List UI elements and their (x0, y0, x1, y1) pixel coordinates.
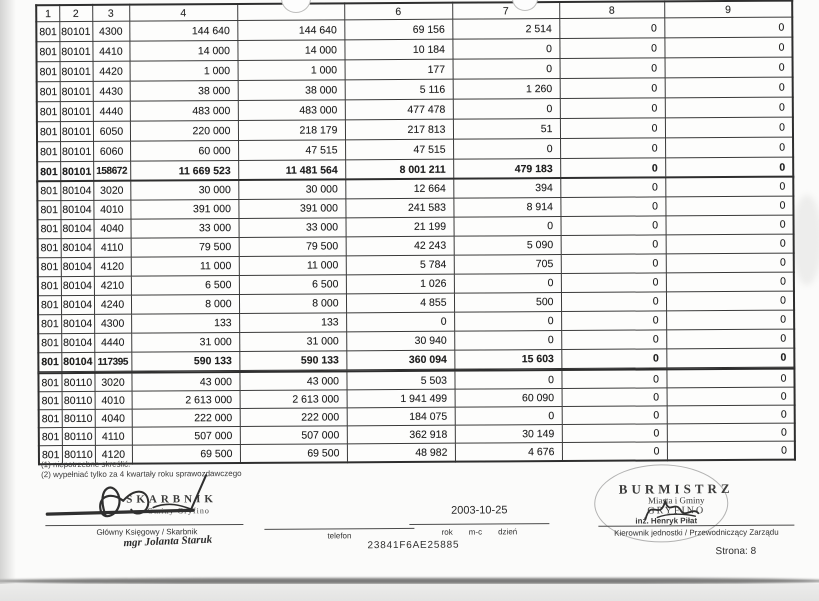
cell: 48 982 (347, 443, 455, 462)
cell: 801 (37, 201, 60, 220)
cell: 0 (561, 273, 666, 293)
cell: 80110 (62, 427, 95, 445)
cell: 0 (666, 369, 794, 388)
cell: 31 000 (131, 332, 239, 352)
cell: 2 613 000 (132, 390, 240, 409)
cell: 0 (455, 407, 562, 426)
cell: 0 (453, 59, 560, 80)
cell: 0 (666, 291, 794, 311)
cell: 4 855 (346, 293, 454, 313)
cell: 0 (560, 98, 665, 119)
cell: 80101 (60, 161, 93, 182)
cell: 0 (561, 292, 666, 312)
telephone-label: telefon (327, 531, 352, 541)
cell: 4120 (94, 257, 131, 276)
cell: 4040 (94, 219, 131, 238)
cell: 590 133 (239, 351, 346, 371)
cell: 6060 (93, 141, 130, 161)
cell: 801 (38, 258, 61, 277)
cell: 80104 (61, 352, 94, 372)
cell: 801 (37, 181, 60, 201)
cell: 80110 (61, 373, 94, 392)
cell: 30 000 (130, 180, 238, 200)
cell: 14 000 (129, 40, 237, 61)
cell: 33 000 (131, 218, 239, 238)
budget-table-block-80101 (35, 0, 794, 183)
treasurer-stamp-title: SKARBNIK (126, 493, 217, 506)
cell: 0 (665, 57, 793, 78)
cell: 4 676 (455, 443, 562, 462)
budget-table-block-80110 (37, 368, 796, 466)
cell: 0 (667, 423, 795, 442)
col-header-9: 9 (664, 1, 792, 18)
col-header-7: 7 (452, 2, 559, 19)
cell: 391 000 (238, 199, 345, 219)
cell: 0 (666, 329, 794, 349)
cell: 0 (560, 158, 665, 179)
budget-table-block-80104 (36, 176, 795, 374)
cell: 1 000 (130, 60, 238, 81)
date-line (409, 523, 549, 525)
col-header-2: 2 (59, 5, 92, 22)
cell: 11 000 (239, 256, 346, 276)
cell: 0 (666, 234, 794, 254)
cell: 6050 (93, 121, 130, 141)
cell: 801 (38, 239, 61, 258)
cell: 801 (38, 334, 61, 353)
mayor-name: inż. Henryk Piłat (635, 516, 698, 526)
cell: 4210 (94, 276, 131, 295)
cell: 0 (561, 311, 666, 331)
cell: 0 (665, 215, 793, 235)
col-header-3: 3 (92, 5, 129, 22)
cell: 360 094 (346, 350, 454, 370)
cell: 4300 (92, 21, 129, 41)
cell: 38 000 (238, 80, 345, 101)
cell: 1 000 (238, 60, 345, 81)
cell: 0 (561, 349, 666, 369)
cell: 38 000 (130, 80, 238, 101)
cell: 241 583 (345, 198, 453, 218)
cell: 47 515 (345, 139, 453, 160)
cell: 0 (454, 274, 561, 294)
cell: 1 260 (453, 79, 560, 100)
treasurer-role-label: Główny Księgowy / Skarbnik (96, 527, 198, 537)
cell: 0 (560, 58, 665, 79)
date-label-day: dzień (498, 527, 518, 537)
cell: 30 149 (455, 425, 562, 444)
cell: 80104 (61, 314, 94, 333)
cell: 0 (562, 424, 667, 443)
cell: 222 000 (132, 408, 240, 427)
col-header-8: 8 (559, 1, 664, 18)
cell: 0 (667, 441, 795, 460)
cell: 0 (560, 118, 665, 139)
cell: 80104 (61, 219, 94, 238)
mayor-stamp-title: BURMISTRZ (618, 480, 734, 497)
cell: 11 000 (131, 256, 239, 276)
cell: 4110 (95, 427, 132, 445)
cell: 507 000 (240, 426, 347, 445)
cell: 80104 (60, 200, 93, 219)
cell: 133 (131, 313, 239, 333)
cell: 0 (562, 406, 667, 425)
cell: 30 940 (346, 331, 454, 351)
cell: 80101 (59, 21, 92, 41)
cell: 0 (454, 331, 561, 351)
footnote-1: (1) niepotrzebne skreślić. (40, 459, 131, 470)
page-number: Strona: 8 (715, 545, 757, 558)
cell: 0 (560, 78, 665, 99)
cell: 0 (560, 138, 665, 159)
cell: 0 (666, 348, 794, 368)
block-80110-rows (38, 369, 795, 465)
cell: 3020 (93, 181, 130, 201)
cell: 69 500 (132, 444, 240, 463)
cell: 158672 (93, 161, 130, 182)
cell: 43 000 (239, 371, 346, 390)
cell: 0 (453, 217, 560, 237)
cell: 8 000 (131, 294, 239, 314)
cell: 10 184 (344, 39, 452, 60)
cell: 5 090 (454, 236, 561, 256)
cell: 0 (561, 254, 666, 274)
cell: 69 156 (344, 19, 452, 40)
cell: 117395 (94, 352, 131, 372)
col-header-6: 6 (344, 3, 452, 20)
mayor-role-label: Kierownik jednostki / Przewodniczący Zarządu (614, 527, 779, 538)
cell: 80110 (62, 391, 95, 409)
cell: 4410 (92, 41, 129, 61)
cell: 4120 (95, 445, 132, 464)
cell: 4430 (93, 81, 130, 101)
cell: 47 515 (238, 140, 345, 161)
cell: 801 (37, 82, 60, 102)
cell: 801 (36, 22, 59, 42)
cell: 0 (562, 388, 667, 407)
cell: 79 500 (131, 237, 239, 257)
cell: 0 (559, 38, 664, 59)
cell: 0 (666, 253, 794, 273)
cell: 801 (37, 62, 60, 82)
cell: 801 (39, 428, 62, 446)
cell: 0 (452, 39, 559, 60)
date-label-year: rok (441, 527, 453, 537)
cell: 33 000 (238, 218, 345, 238)
cell: 4240 (94, 295, 131, 314)
mayor-stamp-line3: GRYFINO (647, 505, 706, 517)
cell: 0 (561, 330, 666, 350)
cell: 0 (665, 137, 793, 158)
cell: 222 000 (240, 408, 347, 427)
cell: 60 000 (130, 140, 238, 161)
cell: 0 (665, 77, 793, 98)
cell: 0 (665, 97, 793, 118)
cell: 43 000 (131, 372, 239, 391)
cell: 479 183 (453, 159, 560, 180)
cell: 0 (559, 18, 664, 39)
cell: 801 (39, 392, 62, 410)
cell: 60 090 (455, 389, 562, 408)
cell: 483 000 (130, 100, 238, 121)
block-80101-rows (36, 17, 793, 162)
cell: 0 (664, 17, 792, 38)
cell: 6 500 (239, 275, 346, 295)
cell: 394 (453, 178, 560, 198)
cell: 4040 (95, 409, 132, 427)
cell: 507 000 (132, 426, 240, 445)
cell: 8 000 (239, 294, 346, 314)
cell: 0 (666, 272, 794, 292)
cell: 0 (666, 310, 794, 330)
cell: 69 500 (240, 444, 347, 463)
cell: 144 640 (237, 20, 344, 41)
telephone-line (264, 528, 414, 530)
cell: 801 (38, 353, 61, 373)
cell: 31 000 (239, 332, 346, 352)
cell: 801 (38, 220, 61, 239)
cell: 5 116 (345, 79, 453, 100)
date-field-labels (409, 527, 549, 537)
cell: 30 000 (238, 179, 345, 199)
cell: 0 (454, 370, 561, 389)
cell: 79 500 (239, 237, 346, 257)
cell: 0 (454, 312, 561, 332)
cell: 801 (38, 277, 61, 296)
cell: 801 (38, 315, 61, 334)
cell: 477 478 (345, 99, 453, 120)
col-header-1: 1 (36, 5, 59, 22)
cell: 5 784 (346, 255, 454, 275)
cell: 0 (561, 369, 666, 388)
cell: 1 026 (346, 274, 454, 294)
cell: 11 481 564 (238, 160, 345, 181)
cell: 80104 (61, 295, 94, 314)
cell: 0 (560, 197, 665, 217)
cell: 144 640 (129, 20, 237, 41)
treasurer-stamp-subtitle: Gminy Gryfino (147, 506, 210, 516)
cell: 801 (36, 42, 59, 62)
cell: 1 941 499 (347, 389, 455, 408)
cell: 801 (39, 446, 62, 465)
cell: 3020 (94, 373, 131, 392)
cell: 80104 (61, 333, 94, 352)
cell: 0 (665, 117, 793, 138)
cell: 80101 (60, 81, 93, 101)
cell: 705 (454, 255, 561, 275)
cell: 801 (38, 373, 61, 392)
cell: 0 (665, 196, 793, 216)
cell: 2 613 000 (240, 390, 347, 409)
cell: 80104 (61, 276, 94, 295)
cell: 133 (239, 313, 346, 333)
cell: 0 (560, 177, 665, 197)
cell: 42 243 (346, 236, 454, 256)
cell: 4420 (93, 61, 130, 81)
cell: 4440 (94, 333, 131, 352)
col-header-4: 4 (129, 4, 237, 21)
cell: 0 (346, 312, 454, 332)
cell: 11 669 523 (130, 160, 238, 181)
cell: 362 918 (347, 425, 455, 444)
cell: 218 179 (238, 120, 345, 141)
cell: 801 (37, 142, 60, 162)
cell: 8 001 211 (345, 159, 453, 180)
cell: 6 500 (131, 275, 239, 295)
cell: 0 (667, 387, 795, 406)
cell: 80101 (60, 121, 93, 141)
cell: 4010 (93, 200, 130, 219)
cell: 5 503 (346, 371, 454, 390)
date-label-month: m-c (468, 527, 483, 537)
cell: 0 (664, 37, 792, 58)
cell: 4110 (94, 238, 131, 257)
cell: 8 914 (453, 198, 560, 218)
cell: 801 (37, 122, 60, 142)
cell: 80101 (60, 101, 93, 121)
cell: 801 (38, 296, 61, 315)
cell: 2 514 (452, 19, 559, 40)
block-80104-rows (37, 177, 794, 353)
cell: 0 (665, 157, 793, 178)
cell: 80101 (59, 41, 92, 61)
cell: 801 (39, 410, 62, 428)
report-checksum: 23841F6AE25885 (367, 539, 460, 552)
cell: 80110 (62, 409, 95, 427)
report-date: 2003-10-25 (451, 504, 508, 517)
cell: 590 133 (131, 351, 239, 371)
cell: 80104 (61, 257, 94, 276)
cell: 80110 (62, 445, 95, 464)
mayor-stamp-line2: Miasta i Gminy (647, 495, 705, 506)
cell: 500 (454, 293, 561, 313)
cell: 51 (453, 119, 560, 140)
cell: 21 199 (345, 217, 453, 237)
cell: 483 000 (238, 100, 345, 121)
cell: 184 075 (347, 407, 455, 426)
cell: 80101 (60, 61, 93, 81)
cell: 14 000 (237, 40, 344, 61)
cell: 801 (37, 102, 60, 122)
cell: 177 (345, 59, 453, 80)
cell: 391 000 (130, 199, 238, 219)
cell: 801 (37, 162, 60, 183)
cell: 80101 (60, 141, 93, 161)
cell: 0 (453, 139, 560, 160)
cell: 0 (453, 99, 560, 120)
cell: 4300 (94, 314, 131, 333)
cell: 0 (560, 216, 665, 236)
cell: 4010 (95, 391, 132, 409)
cell: 0 (562, 442, 667, 461)
cell: 80104 (61, 238, 94, 257)
cell: 217 813 (345, 119, 453, 140)
cell: 0 (667, 405, 795, 424)
cell: 220 000 (130, 120, 238, 141)
cell: 80104 (60, 181, 93, 201)
footnote-2: (2) wypełniać tylko za 4 kwartały roku sprawozdawczego (41, 468, 242, 480)
cell: 4440 (93, 101, 130, 121)
cell: 15 603 (454, 350, 561, 370)
cell: 0 (561, 235, 666, 255)
treasurer-name: mgr Jolanta Staruk (123, 533, 213, 550)
cell: 12 664 (345, 179, 453, 199)
cell: 0 (665, 177, 793, 197)
